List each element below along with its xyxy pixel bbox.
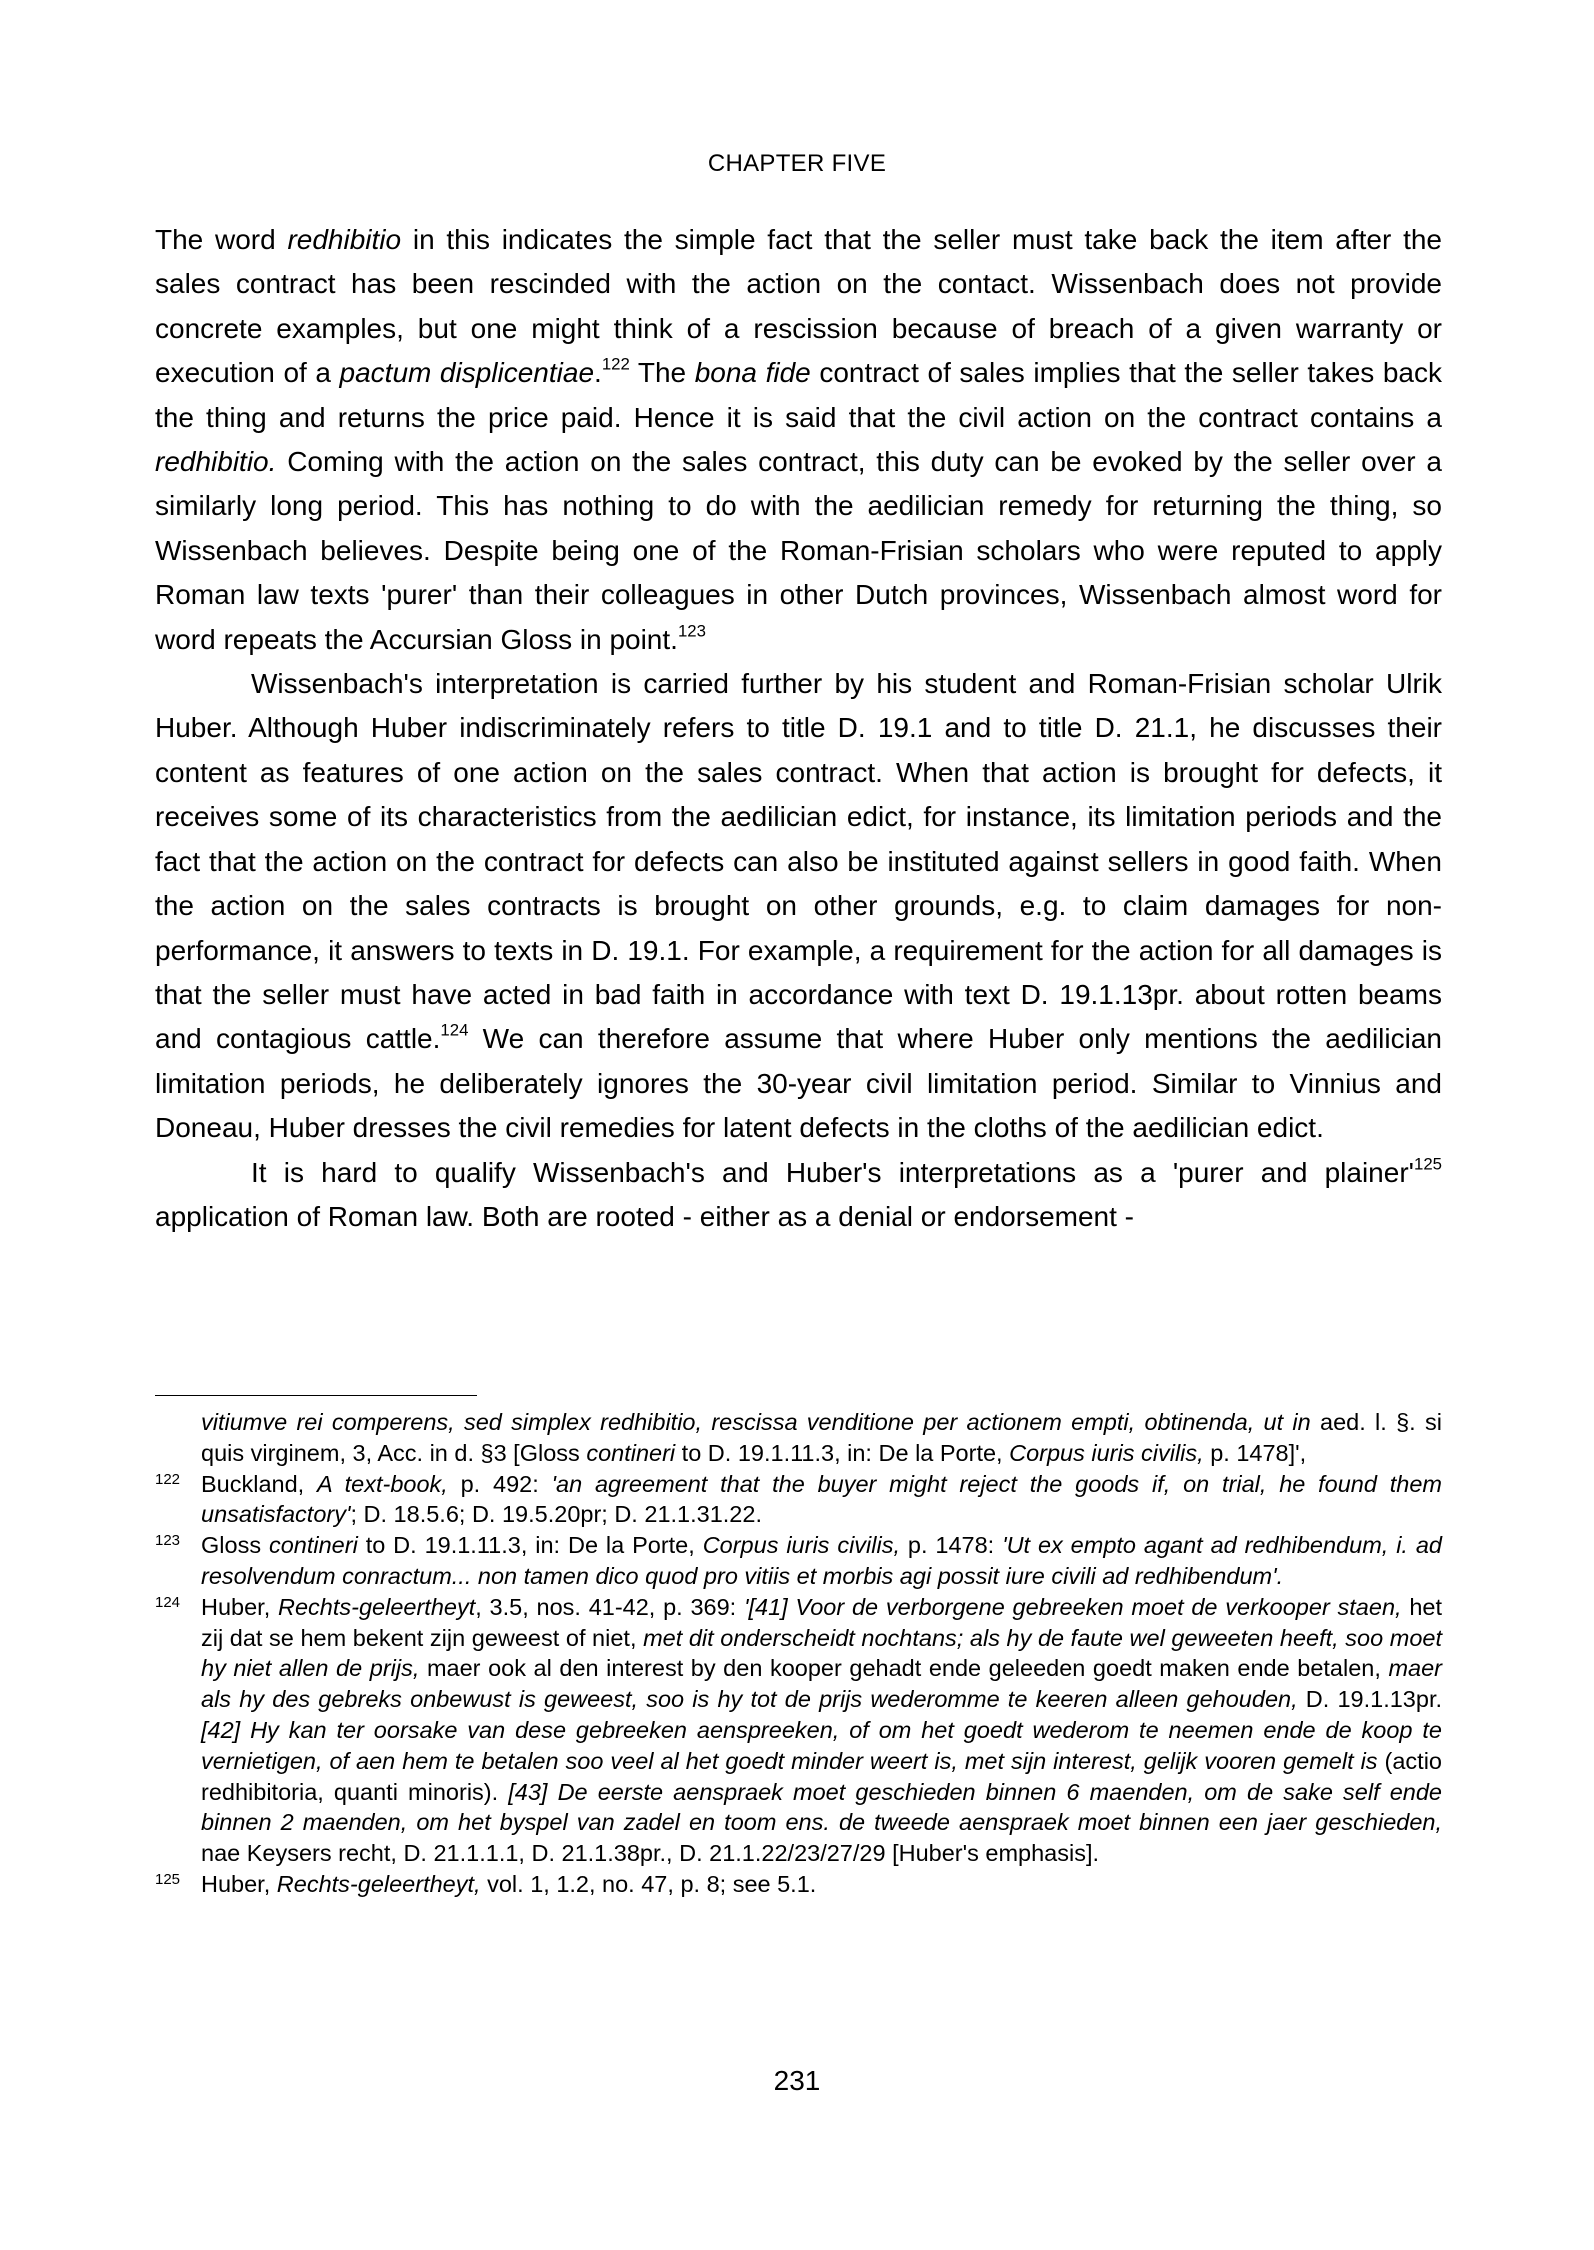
italic-text: redhibitio — [287, 224, 402, 255]
text-run: p. 1478]', — [1203, 1439, 1307, 1466]
text-run: , 3.5, nos. 41-42, p. 369: — [475, 1593, 744, 1620]
text-run: to D. 19.1.11.3, in: De la Porte, — [357, 1532, 703, 1559]
footnote-separator — [155, 1395, 477, 1396]
text-run: nae Keysers recht, D. 21.1.1.1, D. 21.1.38pr., D. 21.1.22/23/27/29 [Huber's emphasis]. — [201, 1840, 1100, 1867]
italic-text: 'Ut ex empto agant ad redhibendum, i. ad resolvendum conractum... non tamen dico quod pro vitiis et morbis agi possit iure civili ad redhibendum'. — [201, 1532, 1442, 1589]
body-text — [155, 218, 1442, 1239]
italic-text: Corpus iuris civilis, — [1009, 1439, 1204, 1466]
text-run: D. 19.1.13pr. — [1297, 1686, 1443, 1713]
paragraph — [155, 662, 1442, 1150]
italic-text: pactum displicentiae — [339, 357, 595, 389]
italic-text: met dit onderscheidt nochtans; als hy de faute wel geweeten heeft, soo moet hy niet allen de prijs, — [201, 1624, 1442, 1682]
text-run: ; D. 18.5.6; D. 19.5.20pr; D. 21.1.31.22. — [350, 1501, 762, 1528]
text-run: het zij dat se hem bekent zijn geweest of niet, — [201, 1593, 1442, 1651]
italic-text: vitiumve rei comperens, sed simplex redhibitio, rescissa venditione per actionem empti, obtinenda, ut in — [201, 1409, 1311, 1435]
footnote-reference[interactable]: 125 — [1414, 1153, 1442, 1173]
page-number: 231 — [773, 2065, 821, 2096]
paragraph — [155, 218, 1442, 662]
text-run: . — [594, 357, 602, 389]
footnote — [155, 1469, 1442, 1531]
footnote — [155, 1530, 1442, 1592]
text-run: Buckland, — [201, 1470, 318, 1497]
text-run: aed. l. §. si quis virginem, 3, Acc. in d. §3 [Gloss — [201, 1409, 1442, 1466]
text-run: Wissenbach's interpretation is carried further by his student and Roman-Frisian scholar Ulrik Huber. Although Huber indiscriminately refers to title D. 19.1 and to title D. 21.1, he discusses their content as features of one action on the sales contract. When that action is brought for defects, it receives some of its characteristics from the aedilician edict, for instance, its limitation periods and the fact that the action on the contract for defects can also be instituted against sellers in good faith. When the action on the sales contracts is brought on other grounds, e.g. to claim damages for non-performance, it answers to texts in D. 19.1. For example, a requirement for the action for all damages is that the seller must have acted in bad faith in accordance with text D. 19.1.13pr. about rotten beams and contagious cattle. — [155, 668, 1442, 1055]
italic-text: [42] Hy kan ter oorsake van dese gebreeken aenspreeken, of om het goedt wederom te neemen ende de koop te vernietigen, of aen hem te betalen soo veel al het goedt minder weert is, met sijn interest, gelijk vooren gemelt is — [201, 1716, 1442, 1774]
text-run: Huber, — [201, 1593, 279, 1620]
italic-text: 'an agreement that the buyer might reject the goods if, on trial, he found them unsatisfactory' — [201, 1470, 1442, 1528]
italic-text: '[41] Voor de verborgene gebreeken moet de verkooper staen, — [743, 1593, 1402, 1620]
italic-text: redhibitio. — [155, 446, 277, 478]
text-run: The word — [155, 224, 288, 255]
italic-text: Rechts-geleertheyt, — [276, 1870, 481, 1897]
footnote — [155, 1407, 1442, 1469]
footnote-reference[interactable]: 124 — [440, 1020, 469, 1040]
text-run: The — [629, 357, 695, 389]
text-run: p. 1478: — [899, 1532, 1003, 1559]
footnote-reference[interactable]: 123 — [677, 621, 706, 641]
footnote-number: 125 — [155, 1870, 181, 1888]
text-run: (actio redhibitoria, quanti minoris). — [201, 1747, 1442, 1805]
italic-text: A text-book, — [317, 1470, 448, 1497]
italic-text: Rechts-geleertheyt — [278, 1593, 476, 1620]
text-run: We can therefore assume that where Huber only mentions the aedilician limitation periods, he deliberately ignores the 30-year civil limitation period. Similar to Vinnius and Doneau, Huber dresses the civil remedies for latent defects in the cloths of the aedilician edict. — [155, 1023, 1442, 1144]
italic-text: [43] De eerste aenspraek moet geschieden binnen 6 maenden, om de sake self ende binnen 2 maenden, om het byspel van zadel en toom ens. de tweede aenspraek moet binnen een jaer geschieden, — [201, 1778, 1442, 1836]
text-run: Coming with the action on the sales contract, this duty can be evoked by the seller over a similarly long period. This has nothing to do with the aedilician remedy for returning the thing, so Wissenbach believes. Despite being one of the Roman-Frisian scholars who were reputed to apply Roman law texts 'purer' than their colleagues in other Dutch provinces, Wissenbach almost word for word repeats the Accursian Gloss in point. — [155, 446, 1442, 655]
text-run: application of Roman law. Both are rooted - either as a denial or endorsement - — [155, 1200, 1135, 1232]
footnote — [155, 1592, 1442, 1869]
footnote-number: 122 — [155, 1470, 181, 1488]
footnotes — [155, 1407, 1442, 1900]
paragraph — [155, 1151, 1442, 1240]
text-run: contract of sales implies that the seller takes back the thing and returns the price paid. Hence it is said that the civil action on the contract contains a — [155, 357, 1442, 433]
italic-text: contineri — [268, 1532, 358, 1559]
text-run: maer ook al den interest by den kooper gehadt ende geleeden goedt maken ende betalen, — [419, 1655, 1389, 1682]
italic-text: bona fide — [694, 357, 811, 389]
text-run: to D. 19.1.11.3, in: De la Porte, — [675, 1439, 1010, 1466]
footnote — [155, 1869, 1442, 1900]
footnote-number: 123 — [155, 1532, 181, 1550]
text-run: Gloss — [201, 1532, 269, 1559]
italic-text: Corpus iuris civilis, — [702, 1532, 900, 1559]
running-header: CHAPTER FIVE — [707, 150, 887, 177]
italic-text: maer als hy des gebreks onbewust is geweest, soo is hy tot de prijs wederomme te keeren alleen gehouden, — [201, 1655, 1442, 1713]
text-run: in this indicates the simple fact that the seller must take back the item after the sales contract has been rescinded with the action on the contact. Wissenbach does not provide concrete examples, but one might think of a rescission because of breach of a given warranty or execution of a — [155, 224, 1442, 389]
text-run: Huber, — [201, 1870, 277, 1897]
footnote-reference[interactable]: 122 — [601, 354, 630, 374]
text-run: p. 492: — [447, 1470, 552, 1497]
footnote-number: 124 — [155, 1593, 181, 1611]
text-run: It is hard to qualify Wissenbach's and Huber's interpretations as a 'purer and plainer' — [251, 1156, 1414, 1188]
text-run: vol. 1, 1.2, no. 47, p. 8; see 5.1. — [480, 1870, 817, 1897]
italic-text: contineri — [586, 1439, 676, 1466]
